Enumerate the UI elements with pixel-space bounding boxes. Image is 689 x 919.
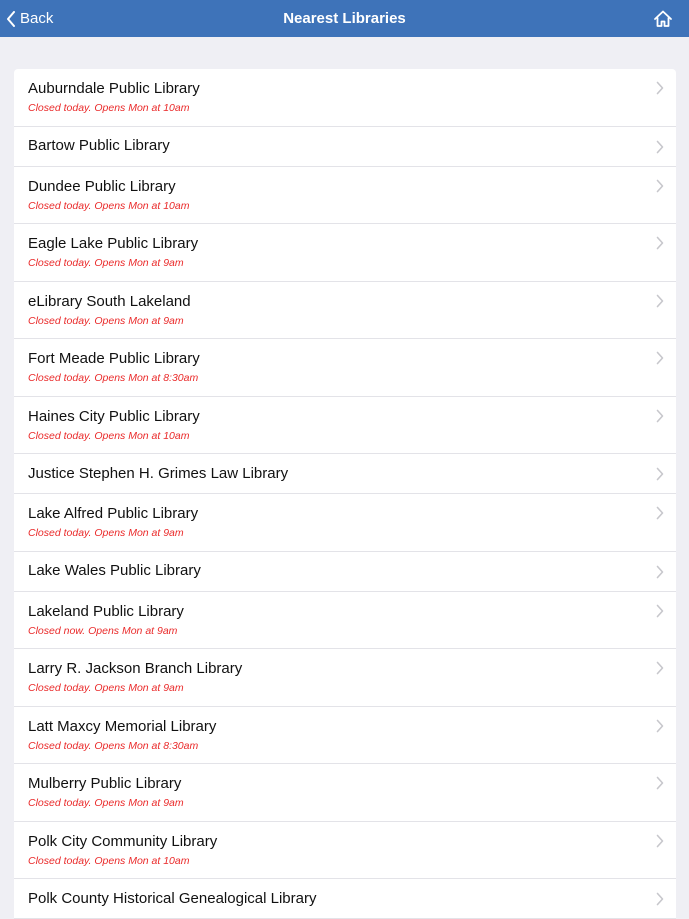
library-status: Closed today. Opens Mon at 8:30am	[28, 739, 199, 752]
chevron-right-icon	[656, 776, 664, 790]
library-status: Closed today. Opens Mon at 9am	[28, 314, 184, 327]
library-row[interactable]	[14, 764, 676, 822]
library-status: Closed now. Opens Mon at 9am	[28, 624, 178, 637]
back-label: Back	[20, 10, 54, 27]
library-row[interactable]	[14, 879, 676, 919]
library-row[interactable]	[14, 454, 676, 494]
library-status: Closed today. Opens Mon at 9am	[28, 797, 184, 809]
chevron-right-icon	[656, 565, 664, 579]
library-row[interactable]	[14, 592, 676, 650]
library-row[interactable]	[14, 822, 676, 880]
library-row[interactable]	[14, 127, 676, 167]
library-status: Closed today. Opens Mon at 10am	[28, 102, 190, 114]
library-status: Closed today. Opens Mon at 10am	[28, 429, 190, 442]
chevron-right-icon	[656, 294, 664, 308]
chevron-right-icon	[656, 140, 664, 154]
library-row[interactable]	[14, 69, 676, 127]
page-title: Nearest Libraries	[283, 10, 406, 27]
library-row[interactable]	[14, 707, 676, 765]
chevron-left-icon	[6, 11, 16, 27]
library-row[interactable]	[14, 397, 676, 455]
library-row[interactable]	[14, 167, 676, 225]
library-row[interactable]	[14, 552, 676, 592]
chevron-right-icon	[656, 81, 664, 95]
library-name: Auburndale Public Library	[28, 80, 200, 97]
library-row[interactable]	[14, 494, 676, 552]
library-name: Mulberry Public Library	[28, 775, 182, 792]
chevron-right-icon	[656, 467, 664, 481]
library-status: Closed today. Opens Mon at 10am	[28, 854, 190, 867]
library-status: Closed today. Opens Mon at 10am	[28, 199, 190, 212]
library-name: Fort Meade Public Library	[28, 350, 200, 367]
chevron-right-icon	[656, 661, 664, 675]
library-row[interactable]	[14, 224, 676, 282]
library-name: Polk City Community Library	[28, 832, 218, 850]
library-name: Haines City Public Library	[28, 407, 200, 425]
chevron-right-icon	[656, 236, 664, 250]
chevron-right-icon	[656, 351, 664, 365]
library-name: Lake Alfred Public Library	[28, 505, 199, 522]
library-name: Eagle Lake Public Library	[28, 235, 199, 252]
chevron-right-icon	[656, 409, 664, 423]
library-name: Latt Maxcy Memorial Library	[28, 717, 217, 735]
library-status: Closed today. Opens Mon at 9am	[28, 682, 184, 694]
library-status: Closed today. Opens Mon at 8:30am	[28, 372, 199, 384]
library-name: Larry R. Jackson Branch Library	[28, 660, 243, 677]
library-row[interactable]	[14, 282, 676, 340]
library-name: eLibrary South Lakeland	[28, 292, 191, 310]
chevron-right-icon	[656, 892, 664, 906]
library-name: Polk County Historical Genealogical Library	[28, 889, 317, 907]
home-icon[interactable]	[653, 9, 673, 29]
library-name: Justice Stephen H. Grimes Law Library	[28, 464, 289, 482]
chevron-right-icon	[656, 834, 664, 848]
chevron-right-icon	[656, 719, 664, 733]
library-name: Lakeland Public Library	[28, 602, 184, 620]
library-name: Bartow Public Library	[28, 137, 170, 154]
library-row[interactable]	[14, 339, 676, 397]
library-list	[14, 69, 676, 919]
chevron-right-icon	[656, 179, 664, 193]
navigation-bar	[0, 0, 689, 37]
library-row[interactable]	[14, 649, 676, 707]
library-status: Closed today. Opens Mon at 9am	[28, 527, 184, 539]
chevron-right-icon	[656, 604, 664, 618]
library-name: Dundee Public Library	[28, 177, 176, 195]
back-button[interactable]	[6, 0, 53, 37]
library-name: Lake Wales Public Library	[28, 562, 201, 579]
chevron-right-icon	[656, 506, 664, 520]
library-status: Closed today. Opens Mon at 9am	[28, 257, 184, 269]
